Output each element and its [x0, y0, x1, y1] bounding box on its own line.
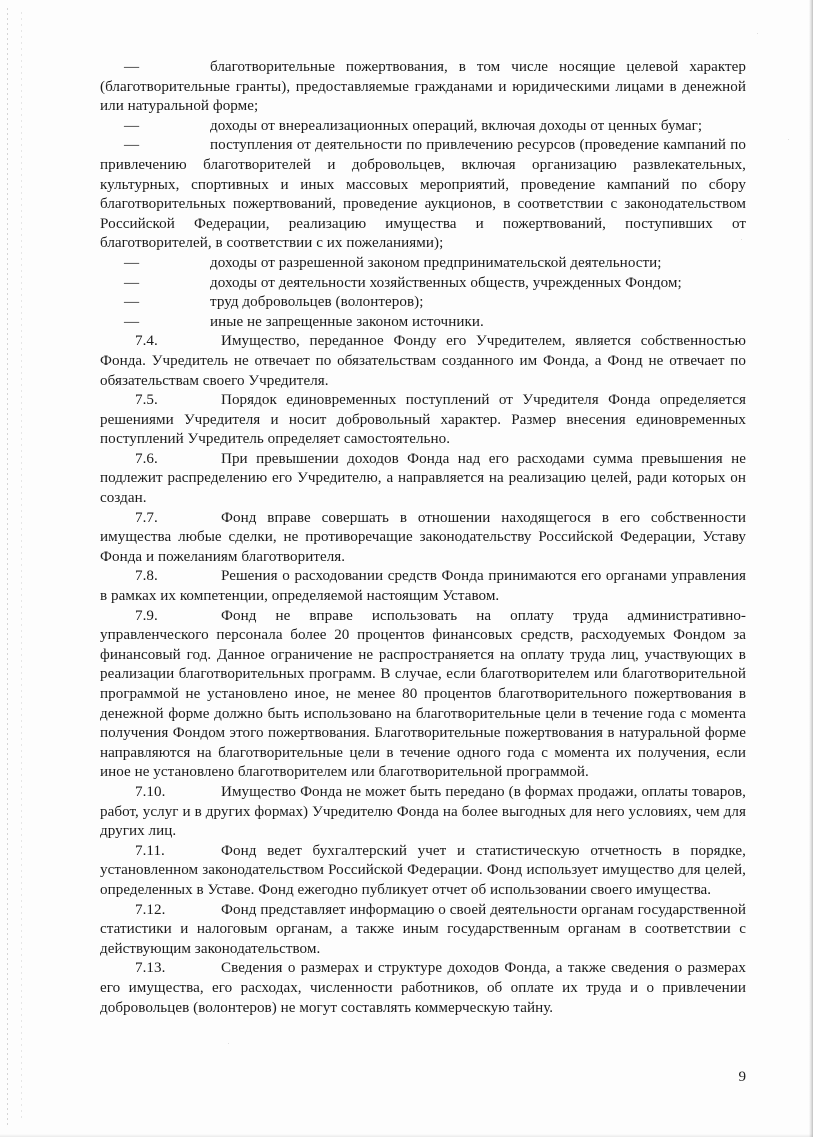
scan-edge-right — [809, 0, 813, 1137]
paragraph-text: Фонд вправе совершать в отношении находящегося в его собственности имущества любые сделки, не противоречащие законодательству Российской Федерации, Уставу Фонда и пожеланиям благотворителя. — [100, 509, 746, 565]
list-item-text: доходы от внереализационных операций, включая доходы от ценных бумаг; — [210, 117, 703, 134]
numbered-paragraph — [100, 901, 746, 960]
clause-number: 7.8. — [135, 568, 158, 585]
numbered-paragraph — [100, 567, 746, 606]
em-dash-marker: — — [124, 137, 140, 154]
clause-number: 7.10. — [135, 783, 166, 800]
numbered-paragraph — [100, 509, 746, 568]
numbered-paragraph — [100, 391, 746, 450]
scan-speckle — [788, 139, 789, 140]
clause-number: 7.5. — [135, 392, 158, 409]
list-item-text: доходы от разрешенной законом предпринимательской деятельности; — [210, 254, 662, 271]
list-item — [100, 117, 746, 137]
list-item — [100, 254, 746, 274]
list-item-text: иные не запрещенные законом источники. — [210, 313, 484, 330]
paragraph-text: Фонд не вправе использовать на оплату труда административно-управленческого персонала более 20 процентов финансовых средств, расходуемых Фондом за финансовый год. Данное ограничение не распространяется на оплату труда лиц, участвующих в реализации благотворительных программ. В случае, если благотворителем или благотворительной программой не установлено иное, не менее 80 процентов благотворительного пожертвования в денежной форме должно быть использовано на благотворительные цели в течение года с момента получения Фондом этого пожертвования. Благотворительные пожертвования в натуральной форме направляются на благотворительные цели в течение одного года с момента их получения, если иное не установлено благотворителем или благотворительной программой. — [100, 607, 746, 781]
scan-edge-left-secondary — [21, 12, 22, 1122]
clause-number: 7.9. — [135, 607, 158, 624]
scan-speckle — [757, 33, 758, 34]
list-item-text: труд добровольцев (волонтеров); — [210, 294, 424, 311]
paragraph-text: Имущество Фонда не может быть передано (в формах продажи, оплаты товаров, работ, услуг и в других формах) Учредителю Фонда на более выгодных для него условиях, чем для других лиц. — [100, 783, 746, 840]
scan-speckle — [228, 1043, 229, 1044]
numbered-paragraph — [100, 332, 746, 391]
paragraph-text: Имущество, переданное Фонду его Учредителем, является собственностью Фонда. Учредитель не отвечает по обязательствам созданного им Фонда, а Фонд не отвечает по обязательствам своего Учредителя. — [100, 333, 746, 389]
list-item — [100, 58, 746, 117]
numbered-paragraph — [100, 607, 746, 783]
document-body — [100, 58, 746, 1018]
numbered-paragraph — [100, 959, 746, 1018]
em-dash-marker: — — [124, 117, 140, 134]
clause-number: 7.6. — [135, 450, 158, 467]
em-dash-marker: — — [124, 254, 140, 271]
em-dash-marker: — — [124, 294, 140, 311]
list-item — [100, 274, 746, 294]
clause-number: 7.13. — [135, 960, 166, 977]
page-number: 9 — [738, 1069, 746, 1085]
list-item-text: доходы от деятельности хозяйственных обществ, учрежденных Фондом; — [210, 274, 682, 291]
paragraph-text: Фонд представляет информацию о своей деятельности органам государственной статистики и налоговым органам, а также иным государственным органам в соответствии с действующим законодательством. — [100, 901, 746, 957]
numbered-paragraph — [100, 842, 746, 901]
paragraph-text: Порядок единовременных поступлений от Учредителя Фонда определяется решениями Учредителя и носит добровольный характер. Размер внесения единовременных поступлений Учредитель определяет самостоятельно. — [100, 392, 746, 448]
paragraph-text: Фонд ведет бухгалтерский учет и статистическую отчетность в порядке, установленном законодательством Российской Федерации. Фонд использует имущество для целей, определенных в Уставе. Фонд ежегодно публикует отчет об использовании своего имущества. — [100, 842, 746, 898]
clause-number: 7.11. — [135, 842, 165, 859]
list-item — [100, 293, 746, 313]
list-item — [100, 313, 746, 333]
paragraph-text: При превышении доходов Фонда над его расходами сумма превышения не подлежит распределению его Учредителю, а направляется на реализацию целей, ради которых он создан. — [100, 450, 746, 507]
em-dash-marker: — — [124, 274, 140, 291]
paragraph-text: Решения о расходовании средств Фонда принимаются его органами управления в рамках их компетенции, определяемой настоящим Уставом. — [100, 568, 746, 605]
scan-edge-left — [7, 8, 8, 1128]
clause-number: 7.4. — [135, 333, 158, 350]
em-dash-marker: — — [124, 313, 140, 330]
clause-number: 7.12. — [135, 901, 166, 918]
numbered-paragraph — [100, 450, 746, 509]
clause-number: 7.7. — [135, 509, 158, 526]
numbered-paragraph — [100, 783, 746, 842]
list-item — [100, 136, 746, 254]
list-item-text: поступления от деятельности по привлечению ресурсов (проведение кампаний по привлечению благотворителей и добровольцев, включая организацию развлекательных, культурных, спортивных и иных массовых мероприятий, проведение кампаний по сбору благотворительных пожертвований, проведение аукционов, в соответствии с законодательством Российской Федерации, реализацию имущества и пожертвований, поступивших от благотворителей, в соответствии с их пожеланиями); — [100, 137, 746, 252]
list-item-text: благотворительные пожертвования, в том числе носящие целевой характер (благотворительные гранты), предоставляемые гражданами и юридическими лицами в денежной или натуральной форме; — [100, 59, 746, 115]
paragraph-text: Сведения о размерах и структуре доходов Фонда, а также сведения о размерах его имущества, его расходах, численности работников, об оплате их труда и о привлечении добровольцев (волонтеров) не могут составлять коммерческую тайну. — [100, 960, 746, 1016]
em-dash-marker: — — [124, 59, 140, 75]
